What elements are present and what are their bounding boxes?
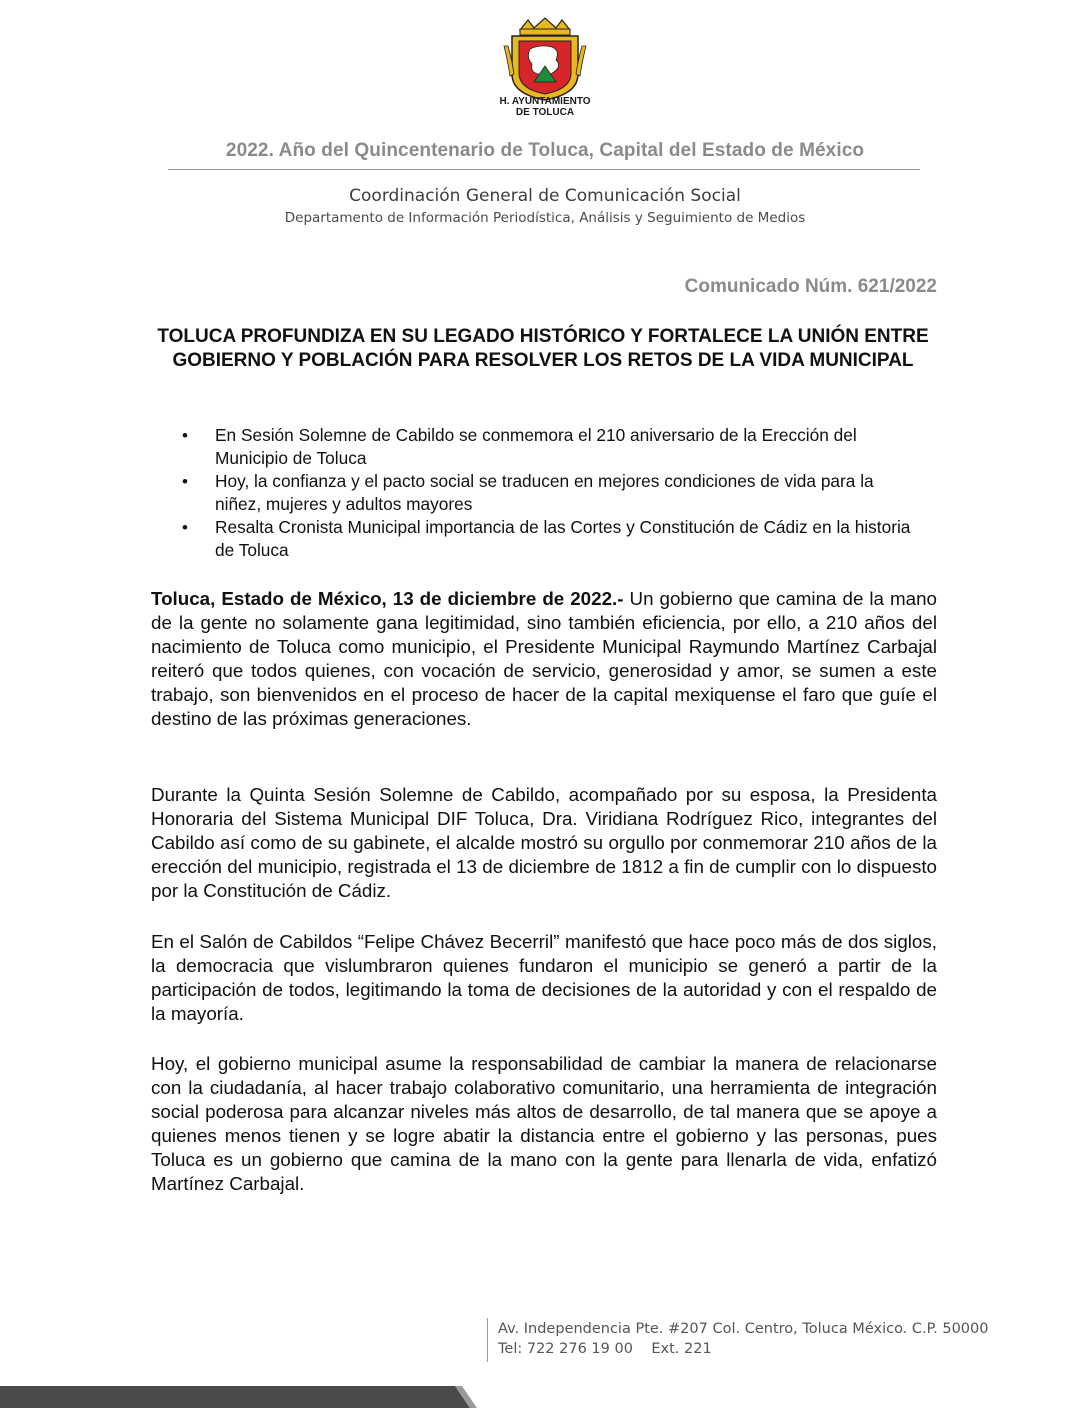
footer-decorative-band: [0, 1386, 1088, 1408]
bullet-dot-icon: •: [182, 518, 188, 537]
summary-bullet-text: Hoy, la confianza y el pacto social se traducen en mejores condiciones de vida para la niñez, mujeres y adultos mayores: [215, 471, 874, 514]
year-motto: 2022. Año del Quincentenario de Toluca, Capital del Estado de México: [225, 140, 865, 161]
bulletin-number: Comunicado Núm. 621/2022: [684, 276, 937, 297]
coordination-title: Coordinación General de Comunicación Social: [349, 186, 741, 206]
summary-bullet-text: En Sesión Solemne de Cabildo se conmemora el 210 aniversario de la Erección del Municipio de Toluca: [215, 425, 857, 468]
body-paragraph-1-text: Un gobierno que camina de la mano de la gente no solamente gana legitimidad, sino también eficiencia, por ello, a 210 años del nacimiento de Toluca como municipio, el Presidente Municipal Raymundo Martínez Carbajal reiteró que todos quienes, con vocación de servicio, generosidad y amor, se sumen a este trabajo, son bienvenidos en el proceso de hacer de la capital mexiquense el faro que guíe el destino de las próximas generaciones.: [151, 588, 937, 730]
logo-caption-line1: H. AYUNTAMIENTO: [499, 96, 591, 107]
footer-address: Av. Independencia Pte. #207 Col. Centro, Toluca México. C.P. 50000: [498, 1321, 989, 1337]
bullet-dot-icon: •: [182, 426, 188, 445]
body-paragraph-4: Hoy, el gobierno municipal asume la responsabilidad de cambiar la manera de relacionarse con la ciudadanía, al hacer trabajo colaborativo comunitario, una herramienta de integración social poderosa para alcanzar niveles más altos de desarrollo, de tal manera que se apoye a quienes menos tienen y se logre abatir la distancia entre el gobierno y las personas, pues Toluca es un gobierno que camina de la mano con la gente para llenarla de vida, enfatizó Martínez Carbajal.: [151, 1053, 937, 1195]
dateline: Toluca, Estado de México, 13 de diciembre de 2022.-: [151, 588, 624, 609]
body-paragraph-1: [151, 587, 937, 732]
footer-divider: [487, 1318, 488, 1362]
department-subtitle: Departamento de Información Periodística, Análisis y Seguimiento de Medios: [284, 210, 806, 226]
footer-phone: Tel: 722 276 19 00 Ext. 221: [498, 1341, 712, 1357]
summary-bullet: [182, 470, 922, 516]
body-paragraph-2: Durante la Quinta Sesión Solemne de Cabildo, acompañado por su esposa, la Presidenta Honoraria del Sistema Municipal DIF Toluca, Dra. Viridiana Rodríguez Rico, integrantes del Cabildo así como de su gabinete, el alcalde mostró su orgullo por conmemorar 210 años de la erección del municipio, registrada el 13 de diciembre de 1812 a fin de cumplir con lo dispuesto por la Constitución de Cádiz.: [151, 784, 937, 902]
logo-caption-line2: DE TOLUCA: [515, 107, 575, 118]
bullet-dot-icon: •: [182, 472, 188, 491]
headline: TOLUCA PROFUNDIZA EN SU LEGADO HISTÓRICO Y FORTALECE LA UNIÓN ENTRE GOBIERNO Y POBLACIÓN PARA RESOLVER LOS RETOS DE LA VIDA MUNICIPAL: [157, 326, 929, 371]
body-paragraph-3: En el Salón de Cabildos “Felipe Chávez Becerril” manifestó que hace poco más de dos siglos, la democracia que vislumbraron quienes fundaron el municipio se generó a partir de la participación de todos, legitimando la toma de decisiones de la autoridad y con el respaldo de la mayoría.: [151, 931, 937, 1025]
summary-bullet: [182, 516, 922, 562]
summary-bullet-list: [182, 424, 922, 562]
summary-bullet-text: Resalta Cronista Municipal importancia de las Cortes y Constitución de Cádiz en la historia de Toluca: [215, 517, 911, 560]
logo-caption: [470, 96, 620, 118]
header-divider: [168, 169, 920, 170]
summary-bullet: [182, 424, 922, 470]
